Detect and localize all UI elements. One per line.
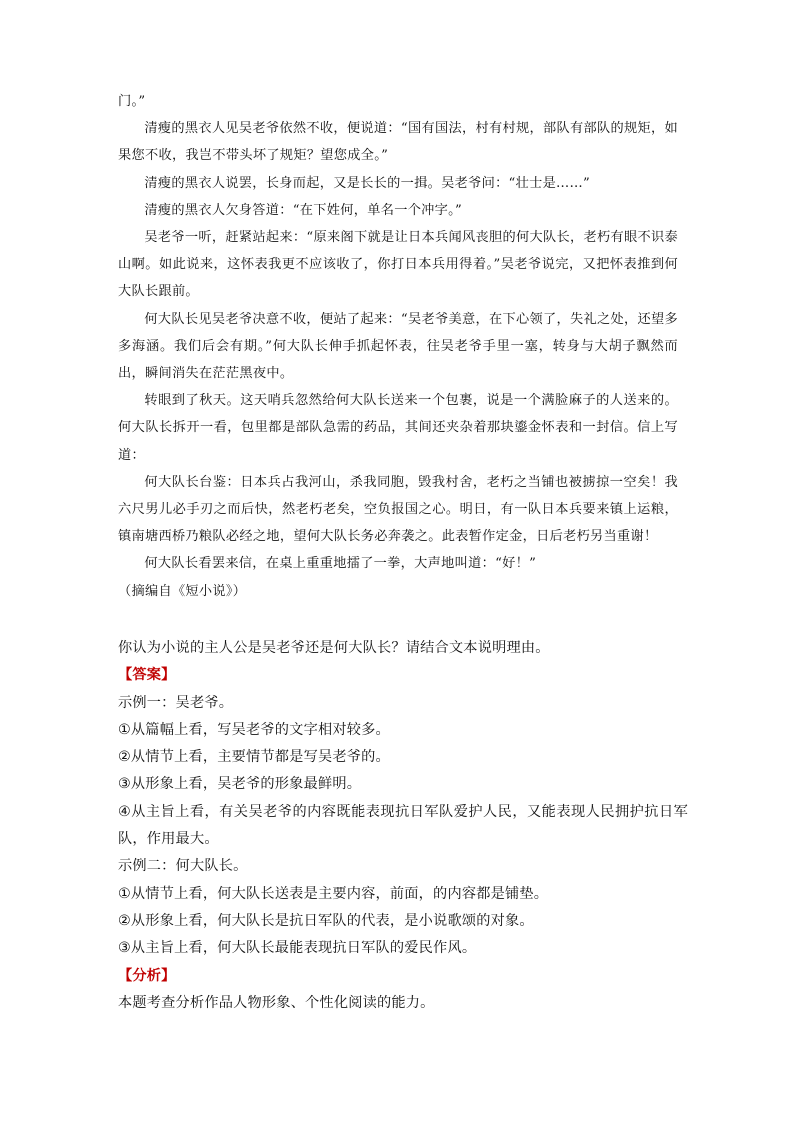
excerpt-paragraph: 清瘦的黑衣人见吴老爷依然不收，便说道：“国有国法，村有村规，部队有部队的规矩，如果您不收，我岂不带头坏了规矩？望您成全。”	[118, 121, 678, 164]
example2-title: 示例二：何大队长。	[118, 858, 248, 875]
example2-point: ①从情节上看，何大队长送表是主要内容，前面，的内容都是铺垫。	[118, 885, 549, 902]
question-answer-block	[118, 635, 688, 1017]
letter-paragraph: 何大队长台鉴：日本兵占我河山，杀我同胞，毁我村舍，老朽之当铺也被掳掠一空矣！我六尺男儿必手刃之而后快，然老朽老矣，空负报国之心。明日，有一队日本兵要来镇上运粮，镇南塘西桥乃粮队必经之地，望何大队长务必奔袭之。此表暂作定金，日后老朽另当重谢！	[118, 474, 678, 545]
example2-point: ③从主旨上看，何大队长最能表现抗日军队的爱民作风。	[118, 940, 477, 957]
example1-point: ④从主旨上看，有关吴老爷的内容既能表现抗日军队爱护人民，又能表现人民拥护抗日军队，作用最大。	[118, 803, 688, 848]
excerpt-paragraph: 何大队长见吴老爷决意不收，便站了起来：“吴老爷美意，在下心领了，失礼之处，还望多多海涵。我们后会有期。”何大队长伸手抓起怀表，往吴老爷手里一塞，转身与大胡子飘然而出，瞬间消失在茫茫黑夜中。	[118, 311, 678, 382]
excerpt-paragraph: 何大队长看罢来信，在桌上重重地擂了一拳，大声地叫道：“好！”	[144, 556, 537, 572]
excerpt-source: （摘编自《短小说》）	[118, 583, 247, 599]
question-text: 你认为小说的主人公是吴老爷还是何大队长？请结合文本说明理由。	[118, 640, 550, 656]
example1-title: 示例一：吴老爷。	[118, 694, 234, 711]
excerpt-paragraph: 清瘦的黑衣人说罢，长身而起，又是长长的一揖。吴老爷问：“壮士是……”	[144, 175, 591, 191]
excerpt-paragraph: 门。”	[118, 94, 146, 109]
excerpt-paragraph: 吴老爷一听，赶紧站起来：“原来阁下就是让日本兵闻风丧胆的何大队长，老朽有眼不识泰山啊。如此说来，这怀表我更不应该收了，你打日本兵用得着。”吴老爷说完，又把怀表推到何大队长跟前。	[118, 230, 678, 300]
example1-point: ③从形象上看，吴老爷的形象最鲜明。	[118, 776, 362, 793]
example2-point: ②从形象上看，何大队长是抗日军队的代表，是小说歌颂的对象。	[118, 912, 534, 929]
story-excerpt	[118, 88, 678, 605]
analysis-label: 【分析】	[118, 967, 176, 984]
example1-point: ②从情节上看，主要情节都是写吴老爷的。	[118, 749, 390, 766]
excerpt-paragraph: 清瘦的黑衣人欠身答道：“在下姓何，单名一个冲字。”	[144, 202, 463, 218]
answer-label: 【答案】	[118, 667, 176, 684]
analysis-text: 本题考查分析作品人物形象、个性化阅读的能力。	[118, 994, 435, 1011]
excerpt-paragraph: 转眼到了秋天。这天哨兵忽然给何大队长送来一个包裹，说是一个满脸麻子的人送来的。何大队长拆开一看，包里都是部队急需的药品，其间还夹杂着那块鎏金怀表和一封信。信上写道：	[118, 393, 678, 463]
example1-point: ①从篇幅上看，写吴老爷的文字相对较多。	[118, 721, 390, 738]
